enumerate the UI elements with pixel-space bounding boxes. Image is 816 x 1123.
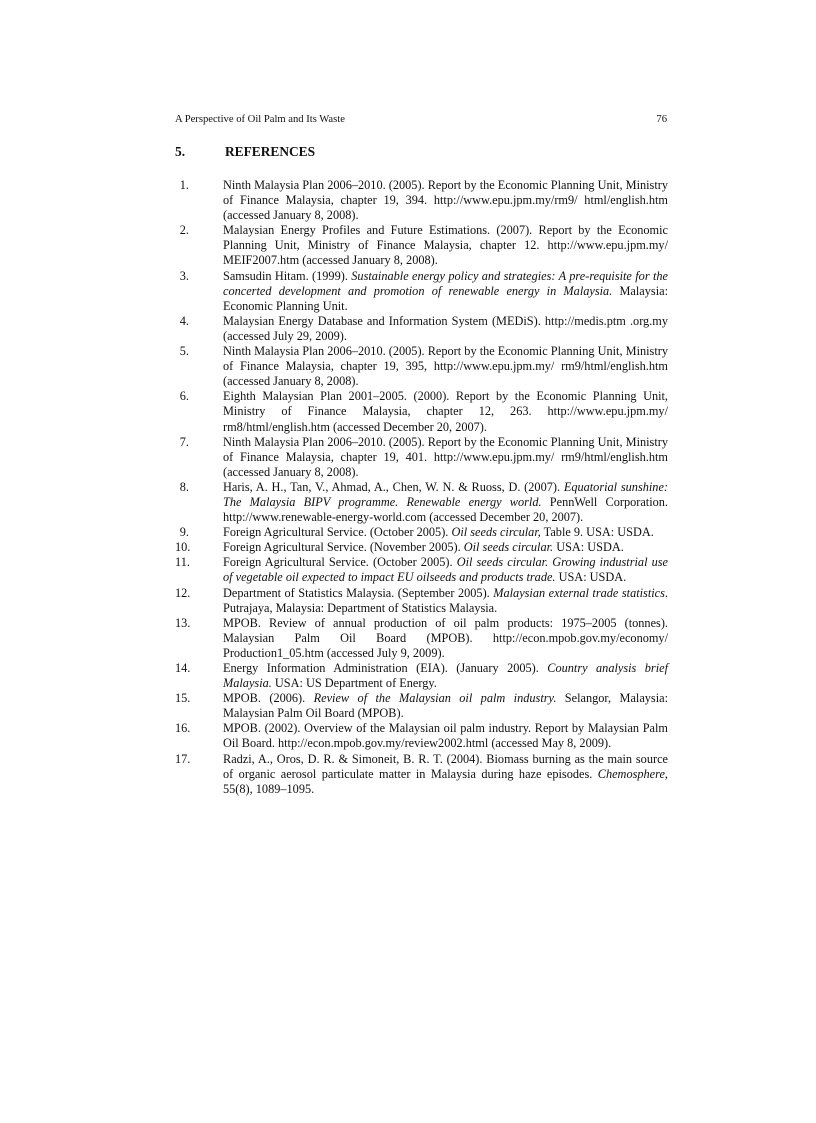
reference-number-label: 13. — [175, 615, 191, 630]
reference-text — [223, 525, 668, 540]
reference-number — [175, 435, 223, 480]
reference-number-label: 16. — [175, 721, 191, 736]
reference-number — [175, 223, 223, 268]
reference-item — [175, 223, 668, 268]
page-number: 76 — [656, 114, 667, 125]
reference-text — [223, 223, 668, 268]
reference-segment: Malaysia: Economic Planning Unit. — [223, 283, 668, 313]
reference-number-label: 6. — [179, 389, 189, 404]
reference-number-label: 2. — [179, 223, 189, 238]
reference-number-label: 9. — [179, 525, 189, 540]
reference-item — [175, 314, 668, 344]
reference-segment: Ninth Malaysia Plan 2006–2010. (2005). Report by the Economic Planning Unit, Ministry of Finance Malaysia, chapter 19, 395, http://www.epu.jpm.my/ rm9/html/english.htm (accessed January 8, 2008). — [223, 344, 668, 389]
reference-title: Oil seeds circular, — [451, 525, 541, 540]
reference-number — [175, 389, 223, 434]
reference-number-label: 8. — [179, 479, 189, 494]
reference-segment: Department of Statistics Malaysia. (September 2005). — [223, 585, 494, 600]
reference-segment: . Putrajaya, Malaysia: Department of Statistics Malaysia. — [223, 585, 668, 615]
reference-number-label: 11. — [175, 555, 190, 570]
reference-number — [175, 269, 223, 314]
reference-item — [175, 480, 668, 525]
reference-text — [223, 540, 668, 555]
reference-segment: Malaysian Energy Profiles and Future Estimations. (2007). Report by the Economic Planning Unit, Ministry of Finance Malaysia, chapter 12. http://www.epu.jpm.my/ MEIF2007.htm (accessed January 8, 2008). — [223, 223, 668, 268]
reference-text — [223, 691, 668, 721]
reference-segment: Foreign Agricultural Service. (November 2005). — [223, 540, 464, 555]
reference-segment: Radzi, A., Oros, D. R. & Simoneit, B. R. T. (2004). Biomass burning as the main source of organic aerosol particulate matter in Malaysia during haze episodes. — [223, 751, 668, 781]
reference-text — [223, 555, 668, 585]
reference-title: Malaysian external trade statistics — [493, 585, 665, 600]
section-number: 5. — [175, 144, 186, 159]
reference-number-label: 4. — [179, 313, 189, 328]
reference-number-label: 12. — [175, 585, 191, 600]
reference-item — [175, 269, 668, 314]
reference-number-label: 15. — [175, 691, 191, 706]
reference-item — [175, 178, 668, 223]
reference-segment: Eighth Malaysian Plan 2001–2005. (2000). Report by the Economic Planning Unit, Ministry of Finance Malaysia, chapter 12, 263. http://www.epu.jpm.my/ rm8/html/english.htm (accessed December 20, 2007). — [223, 389, 668, 434]
section-heading — [175, 143, 315, 161]
reference-item — [175, 586, 668, 616]
reference-number — [175, 540, 223, 555]
reference-title: Oil seeds circular. — [463, 540, 554, 555]
reference-number-label: 17. — [175, 751, 191, 766]
running-header — [175, 113, 667, 127]
reference-list — [175, 178, 668, 797]
reference-segment: Malaysian Energy Database and Information System (MEDiS). http://medis.ptm .org.my (accessed July 29, 2009). — [223, 313, 668, 343]
reference-number — [175, 616, 223, 661]
reference-segment: PennWell Corporation. http://www.renewable-energy-world.com (accessed December 20, 2007). — [223, 494, 668, 525]
reference-segment: USA: US Department of Energy. — [271, 676, 437, 691]
running-title: A Perspective of Oil Palm and Its Waste — [175, 114, 345, 125]
reference-segment: Samsudin Hitam. (1999). — [223, 268, 352, 283]
reference-text — [223, 435, 668, 480]
reference-number — [175, 721, 223, 751]
reference-number — [175, 586, 223, 616]
reference-item — [175, 661, 668, 691]
reference-item — [175, 389, 668, 434]
reference-segment: USA: USDA. — [555, 570, 627, 585]
reference-number — [175, 691, 223, 721]
reference-number — [175, 555, 223, 585]
reference-segment: Foreign Agricultural Service. (October 2005). — [223, 525, 452, 540]
reference-item — [175, 525, 668, 540]
reference-item — [175, 752, 668, 797]
reference-segment: Ninth Malaysia Plan 2006–2010. (2005). Report by the Economic Planning Unit, Ministry of Finance Malaysia, chapter 19, 401. http://www.epu.jpm.my/ rm9/html/english.htm (accessed January 8, 2008). — [223, 434, 668, 479]
reference-text — [223, 178, 668, 223]
reference-number-label: 7. — [179, 434, 189, 449]
reference-number-label: 1. — [179, 178, 189, 192]
reference-text — [223, 661, 668, 691]
reference-number — [175, 661, 223, 691]
reference-segment: Selangor, Malaysia: Malaysian Palm Oil Board (MPOB). — [223, 691, 669, 721]
reference-text — [223, 721, 668, 751]
reference-segment: Table 9. USA: USDA. — [540, 525, 654, 540]
reference-number-label: 5. — [179, 344, 189, 359]
reference-title: Country analysis brief Malaysia. — [223, 661, 668, 691]
reference-title: Chemosphere — [597, 766, 665, 781]
reference-number-label: 14. — [175, 661, 191, 675]
section-title: REFERENCES — [225, 144, 316, 159]
reference-number — [175, 752, 223, 797]
reference-number — [175, 314, 223, 344]
reference-item — [175, 691, 668, 721]
reference-number-label: 3. — [179, 268, 189, 283]
reference-text — [223, 314, 668, 344]
reference-text — [223, 269, 668, 314]
reference-text — [223, 752, 668, 797]
reference-segment: , 55(8), 1089–1095. — [223, 766, 668, 796]
reference-segment: Foreign Agricultural Service. (October 2005). — [223, 555, 457, 570]
reference-item — [175, 540, 668, 555]
reference-title: Oil seeds circular. Growing industrial use of vegetable oil expected to impact EU oilseeds and products trade. — [223, 555, 669, 585]
reference-text — [223, 616, 668, 661]
reference-segment: MPOB. (2006). — [223, 691, 314, 706]
reference-text — [223, 389, 668, 434]
reference-item — [175, 616, 668, 661]
reference-number — [175, 525, 223, 540]
reference-title: Sustainable energy policy and strategies: A pre-requisite for the concerted development and promotion of renewable energy in Malaysia. — [223, 268, 668, 298]
reference-segment: USA: USDA. — [553, 540, 624, 555]
reference-item — [175, 435, 668, 480]
reference-segment: MPOB. Review of annual production of oil palm products: 1975–2005 (tonnes). Malaysian Palm Oil Board (MPOB). http://econ.mpob.gov.my/economy/ Production1_05.htm (accessed July 9, 2009). — [223, 615, 668, 660]
reference-item — [175, 721, 668, 751]
reference-number — [175, 178, 223, 223]
reference-item — [175, 344, 668, 389]
reference-segment: Energy Information Administration (EIA). (January 2005). — [223, 661, 548, 675]
reference-segment: MPOB. (2002). Overview of the Malaysian oil palm industry. Report by Malaysian Palm Oil Board. http://econ.mpob.gov.my/review2002.html (accessed May 8, 2009). — [223, 721, 668, 751]
reference-segment: Ninth Malaysia Plan 2006–2010. (2005). Report by the Economic Planning Unit, Ministry of Finance Malaysia, chapter 19, 394. http://www.epu.jpm.my/rm9/ html/english.htm (accessed January 8, 2008). — [223, 178, 668, 223]
reference-number — [175, 480, 223, 525]
reference-title: Review of the Malaysian oil palm industry. — [313, 691, 557, 706]
reference-segment: Haris, A. H., Tan, V., Ahmad, A., Chen, W. N. & Ruoss, D. (2007). — [223, 479, 564, 494]
reference-title: Equatorial sunshine: The Malaysia BIPV programme. Renewable energy world. — [223, 479, 668, 509]
reference-text — [223, 344, 668, 389]
reference-text — [223, 480, 668, 525]
reference-number-label: 10. — [175, 540, 191, 555]
reference-text — [223, 586, 668, 616]
reference-item — [175, 555, 668, 585]
reference-number — [175, 344, 223, 389]
